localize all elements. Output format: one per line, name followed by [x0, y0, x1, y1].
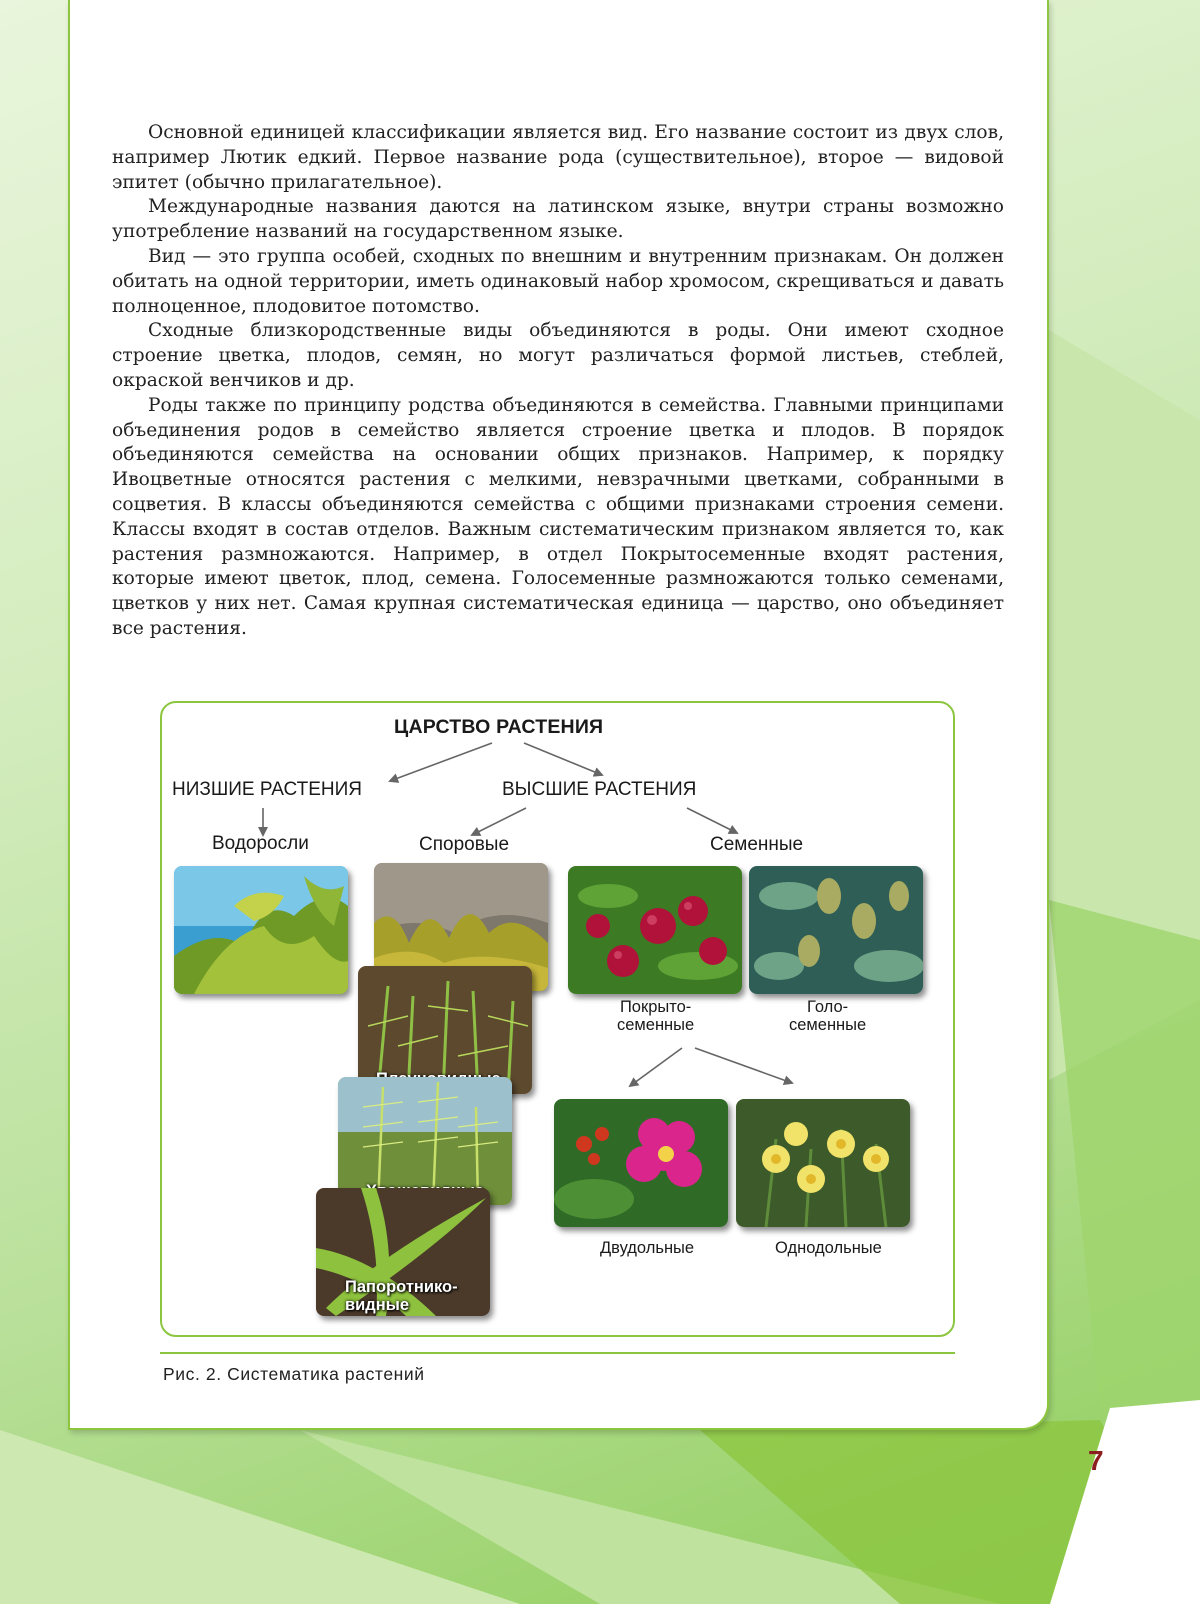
- higher-plants-label: ВЫСШИЕ РАСТЕНИЯ: [502, 779, 697, 800]
- paragraph: Вид — это группа особей, сходных по внешним и внутренним признакам. Он должен обитать на одной территории, иметь одинаковый набор хромосом, скрещиваться и давать полноценное, плодовитое потомство.: [112, 245, 1004, 317]
- angiosperms-label-line1: Покрыто-: [619, 998, 692, 1016]
- monocots-label: Однодольные: [775, 1239, 882, 1257]
- page-number: 7: [1088, 1445, 1104, 1476]
- dicots-photo: [554, 1099, 728, 1227]
- figure-caption: Рис. 2. Систематика растений: [163, 1364, 425, 1384]
- paragraph: Сходные близкородственные виды объединяются в роды. Они имеют сходное строение цветка, плодов, семян, но могут различаться формой листьев, стеблей, окраской венчиков и др.: [112, 320, 1004, 391]
- algae-label: Водоросли: [212, 833, 309, 854]
- body-text: [112, 121, 1004, 642]
- gymnosperms-label-line1: Голо-: [807, 998, 849, 1016]
- caption-divider: [160, 1352, 955, 1354]
- gymnosperms-label: [789, 998, 866, 1034]
- diagram-title: ЦАРСТВО РАСТЕНИЯ: [394, 716, 604, 738]
- paragraph: Роды также по принципу родства объединяются в семейства. Главными принципами объединения родов в семейство является строение цветка и плодов. В порядок объединяются семейства на основании общих признаков. Например, к порядку Ивоцветные относятся растения с мелкими, невзрачными цветками, собранными в соцветия. В классы объединяются семейства с общими признаками строения семени. Классы входят в состав отделов. Важным систематическим признаком является то, как растения размножаются. Например, в отдел Покрытосеменные входят растения, которые имеют цветок, плод, семена. Голосеменные размножаются только семенами, цветков у них нет. Самая крупная систематическая единица — царство, оно объединяет все растения.: [112, 394, 1004, 639]
- ferns-label: [345, 1278, 458, 1314]
- algae-photo: [174, 866, 348, 994]
- spore-plants-label: Споровые: [419, 834, 510, 855]
- paragraph: Международные названия даются на латинском языке, внутри страны возможно употребление названий на государственном языке.: [112, 196, 1004, 243]
- gymnosperms-photo: [749, 866, 923, 994]
- seed-plants-label: Семенные: [710, 834, 804, 855]
- ferns-label-line1: Папоротнико-: [345, 1278, 458, 1296]
- lower-plants-label: НИЗШИЕ РАСТЕНИЯ: [172, 779, 362, 800]
- angiosperms-label: [617, 998, 694, 1034]
- ferns-label-line2: видные: [345, 1296, 409, 1314]
- plant-taxonomy-diagram: [160, 701, 955, 1337]
- gymnosperms-label-line2: семенные: [789, 1016, 867, 1034]
- angiosperms-photo: [568, 866, 742, 994]
- monocots-photo: [736, 1099, 910, 1227]
- paragraph: Основной единицей классификации является вид. Его название состоит из двух слов, например Лютик едкий. Первое название рода (существительное), второе — видовой эпитет (обычно прилагательное).: [112, 122, 1004, 193]
- dicots-label: Двудольные: [600, 1239, 695, 1257]
- angiosperms-label-line2: семенные: [617, 1016, 695, 1034]
